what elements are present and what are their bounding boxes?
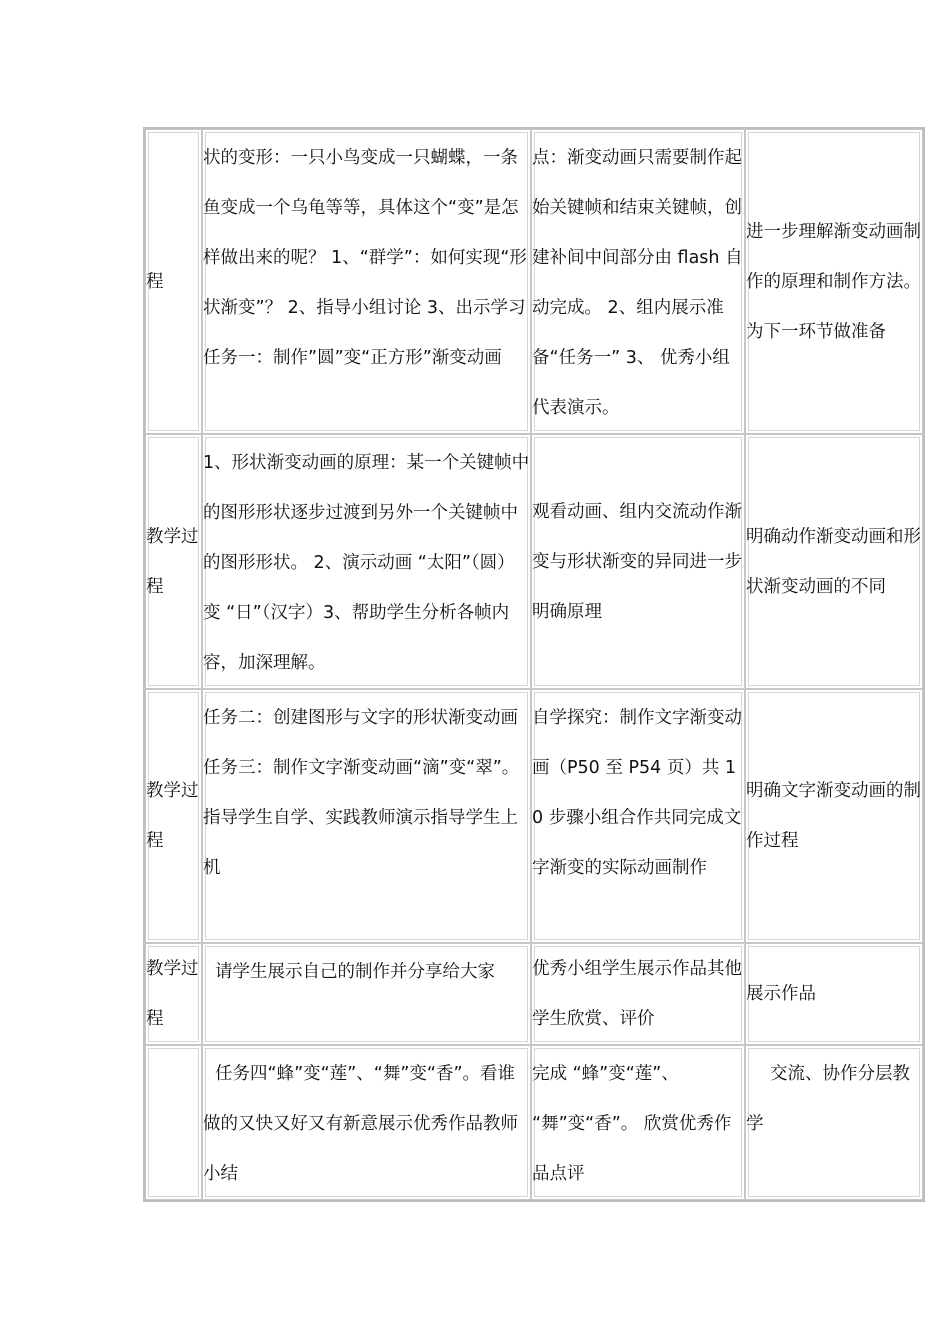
design-intent-cell: 进一步理解渐变动画制作的原理和制作方法。为下一环节做准备 (745, 129, 923, 434)
design-intent-cell: 明确文字渐变动画的制作过程 (745, 689, 923, 943)
student-activity-cell: 优秀小组学生展示作品其他学生欣赏、评价 (531, 943, 745, 1045)
table-row (145, 434, 923, 689)
student-activity-cell: 观看动画、组内交流动作渐变与形状渐变的异同进一步明确原理 (531, 434, 745, 689)
teacher-activity-cell: 请学生展示自己的制作并分享给大家 (202, 943, 531, 1045)
stage-cell: 教学过程 (145, 689, 202, 943)
student-activity-cell: 点：渐变动画只需要制作起始关键帧和结束关键帧，创建补间中间部分由 flash 自动完成。 2、组内展示准备“任务一” 3、 优秀小组代表演示。 (531, 129, 745, 434)
table-row (145, 1045, 923, 1200)
stage-cell: 教学过程 (145, 943, 202, 1045)
design-intent-cell: 展示作品 (745, 943, 923, 1045)
teacher-activity-cell: 任务二：创建图形与文字的形状渐变动画任务三：制作文字渐变动画“滴”变“翠”。指导学生自学、实践教师演示指导学生上机 (202, 689, 531, 943)
teacher-activity-cell: 1、形状渐变动画的原理：某一个关键帧中的图形形状逐步过渡到另外一个关键帧中的图形形状。 2、演示动画 “太阳”（圆）变 “日”（汉字）3、帮助学生分析各帧内容，加深理解。 (202, 434, 531, 689)
design-intent-cell: 明确动作渐变动画和形状渐变动画的不同 (745, 434, 923, 689)
stage-cell: 教学过程 (145, 434, 202, 689)
teacher-activity-cell: 任务四“蜂”变“莲”、“舞”变“香”。看谁做的又快又好又有新意展示优秀作品教师小结 (202, 1045, 531, 1200)
lesson-plan-table (143, 127, 925, 1202)
design-intent-cell: 交流、协作分层教学 (745, 1045, 923, 1200)
stage-cell (145, 1045, 202, 1200)
teacher-activity-cell: 状的变形：一只小鸟变成一只蝴蝶，一条鱼变成一个乌龟等等，具体这个“变”是怎样做出来的呢？ 1、“群学”：如何实现“形状渐变”？ 2、指导小组讨论 3、出示学习任务一：制作”圆”变“正方形”渐变动画 (202, 129, 531, 434)
stage-cell: 程 (145, 129, 202, 434)
table-row (145, 129, 923, 434)
table-row (145, 689, 923, 943)
table-row (145, 943, 923, 1045)
student-activity-cell: 完成 “蜂”变“莲”、 “舞”变“香”。 欣赏优秀作品点评 (531, 1045, 745, 1200)
student-activity-cell: 自学探究：制作文字渐变动画（P50 至 P54 页）共 10 步骤小组合作共同完成文字渐变的实际动画制作 (531, 689, 745, 943)
